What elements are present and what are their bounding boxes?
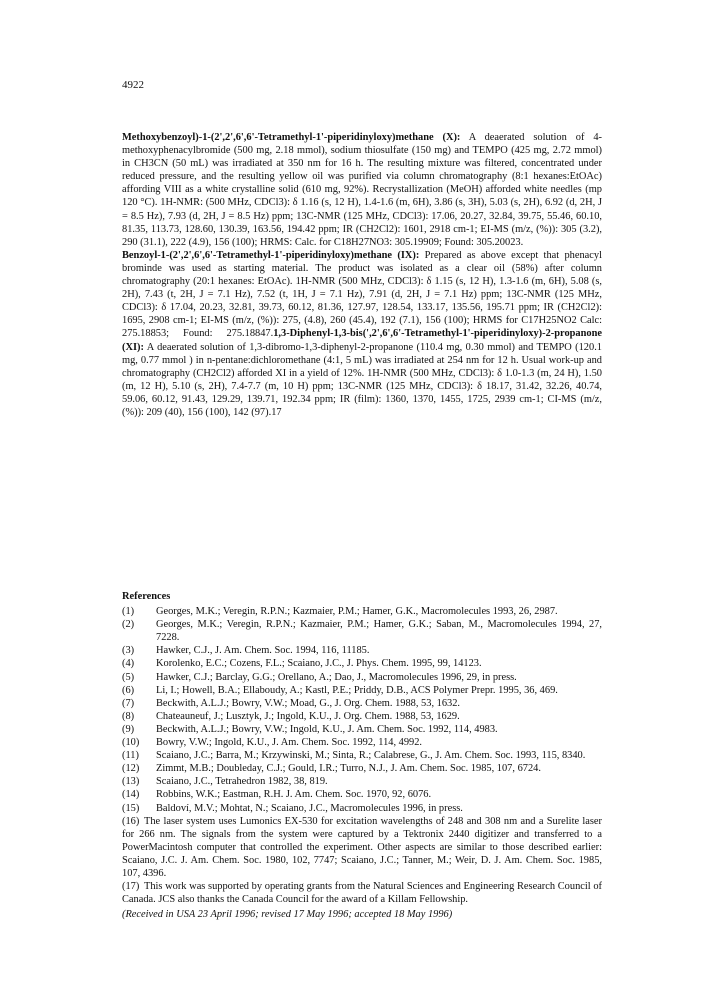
reference-text: Li, I.; Howell, B.A.; Ellaboudy, A.; Kastl, P.E.; Priddy, D.B., ACS Polymer Prepr. 1995, 36, 469. <box>156 684 558 696</box>
references-heading: References <box>122 591 171 602</box>
reference-item <box>122 762 602 775</box>
compound-x-text: A deaerated solution of 4-methoxyphenacylbromide (500 mg, 2.18 mmol), sodium thiosulfate (150 mg) and TEMPO (425 mg, 2.72 mmol) in CH3CN (50 mL) was irradiated at 350 nm for 16 h. The resulting mixture was filtered, concentrated under reduced pressure, and the resulting yellow oil was purified via column chromatography (8:1 hexanes:EtOAc) affording VIII as a white crystalline solid (610 mg, 92%). Recrystallization (MeOH) afforded white needles (mp 120 °C). 1H-NMR: (500 MHz, CDCl3): δ 1.16 (s, 12 H), 1.4-1.6 (m, 6H), 3.86 (s, 3H), 5.03 (s, 2H), 6.92 (d, 2H, J = 8.5 Hz), 7.93 (d, 2H, J = 8.5 Hz) ppm; 13C-NMR (125 MHz, CDCl3): 17.06, 20.27, 32.84, 39.75, 55.46, 60.10, 81.35, 113.73, 128.60, 130.39, 163.56, 194.42 ppm; IR (CH2Cl2): 1601, 2918 cm-1; EI-MS (m/z, (%)): 305 (3.2), 290 (31.1), 222 (4.9), 156 (100); HRMS: Calc. for C18H27NO3: 305.19909; Found: 305.20023. <box>122 132 602 248</box>
reference-item <box>122 723 602 736</box>
reference-text: Scaiano, J.C.; Barra, M.; Krzywinski, M.; Sinta, R.; Calabrese, G., J. Am. Chem. Soc. 1993, 115, 8340. <box>156 750 586 762</box>
reference-item <box>122 788 602 801</box>
reference-text: Robbins, W.K.; Eastman, R.H. J. Am. Chem. Soc. 1970, 92, 6076. <box>156 789 432 801</box>
compound-ix-text: Prepared as above except that phenacyl brominde was used as starting material. The product was isolated as a clear oil (58%) after column chromatography (20:1 hexanes: EtOAc). 1H-NMR (500 MHz, CDCl3): δ 1.15 (s, 12 H), 1.3-1.6 (m, 6H), 5.08 (s, 2H), 7.43 (t, 2H, J = 7.1 Hz), 7.52 (t, 1H, J = 7.1 Hz), 7.91 (d, 2H, J = 7.1 Hz) ppm; 13C-NMR (125 MHz, CDCl3): δ 17.04, 20.23, 32.81, 39.73, 60.12, 81.36, 127.97, 128.54, 133.17, 135.56, 195.71 ppm; IR (CH2Cl2): 1695, 2908 cm-1; EI-MS (m/z, (%)): 275, (4.8), 260 (45.4), 192 (7.1), 156 (100); HRMS for C17H25NO2 Calc: 275.18853; Found: 275.18847. <box>122 249 602 340</box>
compound-xi-title: 1,3-Diphenyl-1,3-bis(',2',6',6'-Tetramethyl-1'-piperidinyloxy)-2-propanone (XI): <box>122 328 602 353</box>
compound-ix-title: Benzoyl-1-(2',2',6',6'-Tetramethyl-1'-piperidinyloxy)methane (IX): <box>122 249 420 261</box>
reference-number: (7) <box>122 697 135 709</box>
references-list <box>122 605 602 815</box>
reference-item <box>122 605 602 618</box>
reference-number: (14) <box>122 789 140 801</box>
compound-xi-text: A deaerated solution of 1,3-dibromo-1,3-diphenyl-2-propanone (110.4 mg, 0.30 mmol) and TEMPO (120.1 mg, 0.77 mmol ) in n-pentane:dichloromethane (4:1, 5 mL) was irradiated at 254 nm for 12 h. Usual work-up and chromatography (CH2Cl2) afforded XI in a yield of 12%. 1H-NMR (500 MHz, CDCl3): δ 1.0-1.3 (m, 24 H), 1.50 (m, 12 H), 5.10 (s, 2H), 7.4-7.7 (m, 10 H) ppm; 13C-NMR (125 MHz, CDCl3): δ 18.17, 31.42, 32.26, 40.74, 59.06, 60.12, 91.43, 129.29, 139.71, 192.34 ppm; IR (film): 1360, 1370, 1455, 1725, 2939 cm-1; CI-MS (m/z, (%)): 209 (40), 156 (100), 142 (97).17 <box>122 341 602 418</box>
reference-item <box>122 802 602 815</box>
reference-number: (13) <box>122 776 140 788</box>
reference-text: Georges, M.K.; Veregin, R.P.N.; Kazmaier, P.M.; Hamer, G.K., Macromolecules 1993, 26, 2987. <box>156 606 558 618</box>
reference-text: The laser system uses Lumonics EX-530 for excitation wavelengths of 248 and 308 nm and a Surelite laser for 266 nm. The signals from the system were captured by a Tektronix 2440 digitizer and transferred to a PowerMacintosh computer that controlled the experiment. Other aspects are similar to those described earlier: Scaiano, J.C. J. Am. Chem. Soc. 1980, 102, 7747; Scaiano, J.C.; Tanner, M.; Weir, D. J. Am. Chem. Soc. 1985, 107, 4396. <box>122 815 602 879</box>
reference-text: Korolenko, E.C.; Cozens, F.L.; Scaiano, J.C., J. Phys. Chem. 1995, 99, 14123. <box>156 658 482 670</box>
reference-text: Hawker, C.J.; Barclay, G.G.; Orellano, A.; Dao, J., Macromolecules 1996, 29, in press. <box>156 671 517 683</box>
reference-17 <box>122 880 602 906</box>
reference-number: (12) <box>122 763 140 775</box>
reference-text: Bowry, V.W.; Ingold, K.U., J. Am. Chem. Soc. 1992, 114, 4992. <box>156 737 423 749</box>
page-number: 4922 <box>122 79 144 91</box>
reference-number: (5) <box>122 671 135 683</box>
reference-item <box>122 657 602 670</box>
reference-item <box>122 684 602 697</box>
compound-x-paragraph <box>122 131 602 249</box>
references-section <box>122 590 602 906</box>
experimental-section <box>122 131 602 419</box>
reference-item <box>122 749 602 762</box>
reference-item <box>122 644 602 657</box>
reference-16 <box>122 815 602 880</box>
reference-number: (4) <box>122 658 135 670</box>
reference-text: Chateauneuf, J.; Lusztyk, J.; Ingold, K.U., J. Org. Chem. 1988, 53, 1629. <box>156 710 460 722</box>
reference-item <box>122 736 602 749</box>
reference-number: (11) <box>122 750 139 762</box>
reference-text: Hawker, C.J., J. Am. Chem. Soc. 1994, 116, 11185. <box>156 645 370 657</box>
compound-ix-paragraph <box>122 249 602 419</box>
reference-number: (1) <box>122 606 135 618</box>
reference-number: (15) <box>122 802 140 814</box>
reference-item <box>122 697 602 710</box>
reference-text: Baldoví, M.V.; Mohtat, N.; Scaiano, J.C., Macromolecules 1996, in press. <box>156 802 463 814</box>
reference-number: (17) <box>122 881 140 893</box>
reference-number: (6) <box>122 684 135 696</box>
reference-item <box>122 775 602 788</box>
reference-item <box>122 618 602 644</box>
reference-text: Beckwith, A.L.J.; Bowry, V.W.; Moad, G., J. Org. Chem. 1988, 53, 1632. <box>156 697 461 709</box>
received-dates: (Received in USA 23 April 1996; revised 17 May 1996; accepted 18 May 1996) <box>122 909 453 920</box>
reference-text: Georges, M.K.; Veregin, R.P.N.; Kazmaier, P.M.; Hamer, G.K.; Saban, M., Macromolecules 1994, 27, 7228. <box>156 619 602 644</box>
reference-item <box>122 710 602 723</box>
reference-number: (8) <box>122 710 135 722</box>
reference-text: Beckwith, A.L.J.; Bowry, V.W.; Ingold, K.U., J. Am. Chem. Soc. 1992, 114, 4983. <box>156 723 498 735</box>
reference-number: (2) <box>122 619 135 631</box>
reference-number: (10) <box>122 737 140 749</box>
reference-text: Scaiano, J.C., Tetrahedron 1982, 38, 819. <box>156 776 328 788</box>
reference-number: (16) <box>122 815 140 827</box>
reference-item <box>122 671 602 684</box>
reference-text: Zimmt, M.B.; Doubleday, C.J.; Gould, I.R.; Turro, N.J., J. Am. Chem. Soc. 1985, 107, 6724. <box>156 763 541 775</box>
reference-number: (3) <box>122 645 135 657</box>
reference-text: This work was supported by operating grants from the Natural Sciences and Engineering Research Council of Canada. JCS also thanks the Canada Council for the award of a Killam Fellowship. <box>122 881 602 906</box>
compound-x-title: Methoxybenzoyl)-1-(2',2',6',6'-Tetramethyl-1'-piperidinyloxy)methane (X): <box>122 132 461 143</box>
reference-number: (9) <box>122 723 135 735</box>
